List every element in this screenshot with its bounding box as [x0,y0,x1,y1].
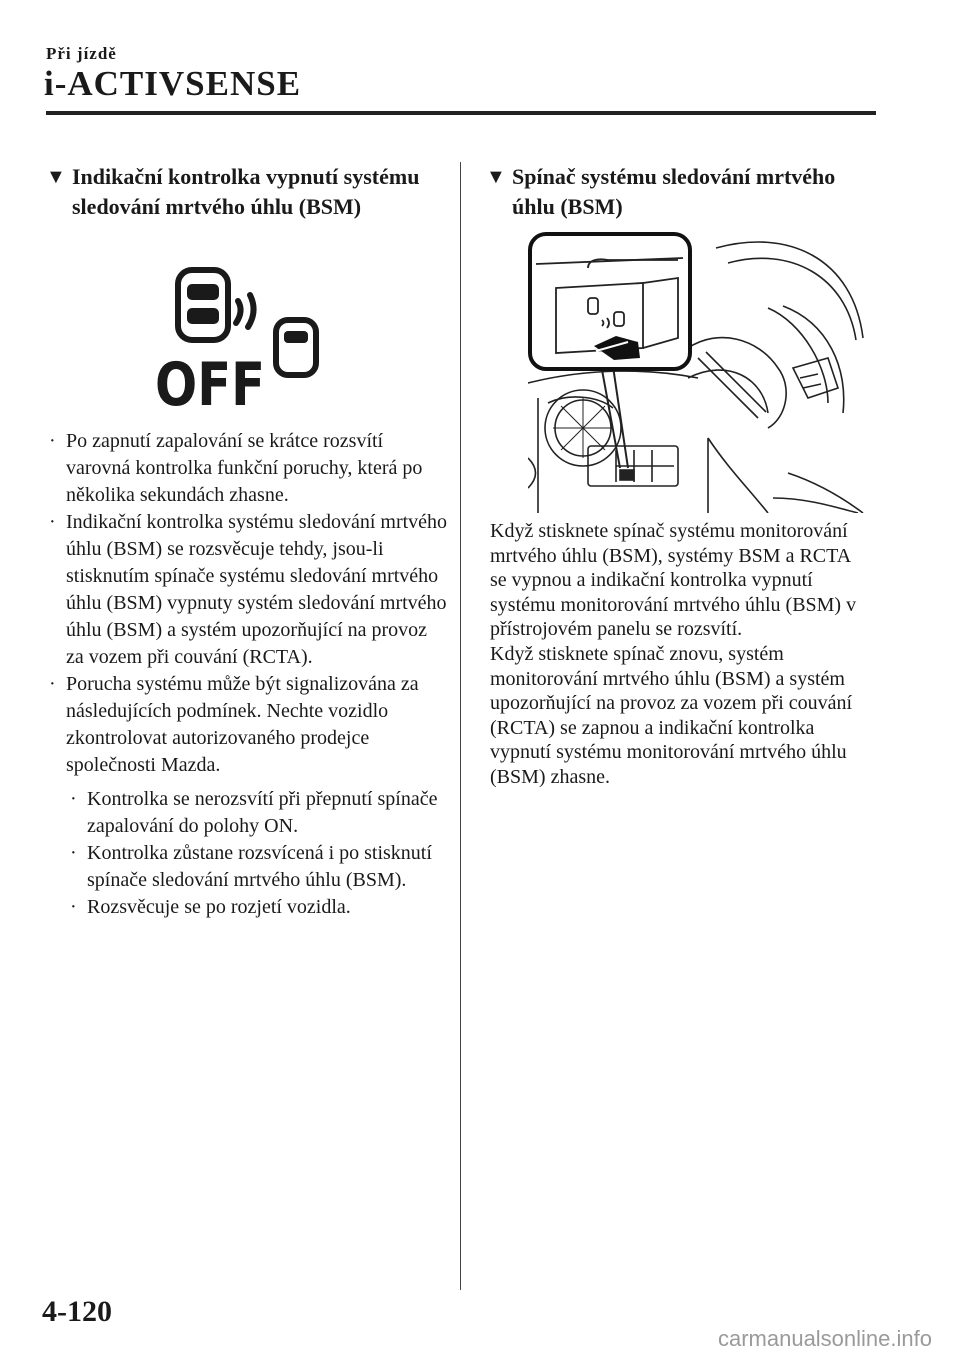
sub-bullet-list [69,786,448,921]
left-bullet-list [48,428,448,921]
bsm-switch-illustration [528,228,868,513]
right-heading-text: Spínač systému sledování mrtvého úhlu (BSM) [512,164,836,219]
section-label: Při jízdě [46,44,117,63]
page-title: i-ACTIVSENSE [44,64,302,103]
watermark: carmanualsonline.info [717,1326,932,1351]
list-item: · Indikační kontrolka systému sledování mrtvého úhlu (BSM) se rozsvěcuje tehdy, jsou-li stisknutím spínače systému sledování mrtvého úhlu (BSM) vypnuty systém sledování mrtvého úhlu (BSM) a systém upozorňující na provoz za vozem při couvání (RCTA). [49,511,448,668]
column-divider [460,162,461,1290]
right-heading [486,162,872,222]
left-heading-text: Indikační kontrolka vypnutí systému sledování mrtvého úhlu (BSM) [72,164,420,219]
list-item: · Kontrolka se nerozsvítí při přepnutí spínače zapalování do polohy ON. [70,788,438,837]
list-item: · Kontrolka zůstane rozsvícená i po stisknutí spínače sledování mrtvého úhlu (BSM). [70,842,432,891]
bsm-off-indicator-icon [150,265,330,415]
header-divider [46,111,876,115]
list-item: · Rozsvěcuje se po rozjetí vozidla. [70,896,351,918]
paragraph: Když stisknete spínač systému monitorování mrtvého úhlu (BSM), systémy BSM a RCTA se vypnou a indikační kontrolka vypnutí systému monitorování mrtvého úhlu (BSM) v přístrojovém panelu se rozsvítí. [490,520,857,641]
right-body-text [490,519,860,790]
paragraph: Když stisknete spínač znovu, systém monitorování mrtvého úhlu (BSM) a systém upozorňující na provoz za vozem při couvání (RCTA) se zapnou a indikační kontrolka vypnutí systému monitorování mrtvého úhlu (BSM) zhasne. [490,642,853,788]
page-number: 4-120 [42,1295,112,1328]
off-icon-text: OFF [155,350,265,415]
list-item: · Po zapnutí zapalování se krátce rozsvítí varovná kontrolka funkční poruchy, která po několika sekundách zhasne. [49,430,423,506]
triangle-marker-icon: ▼ [46,166,66,188]
list-item: · Porucha systému může být signalizována za následujících podmínek. Nechte vozidlo zkontrolovat autorizovaného prodejce společnosti Mazda. [49,673,419,776]
triangle-marker-icon: ▼ [486,166,506,188]
left-heading [46,162,432,222]
